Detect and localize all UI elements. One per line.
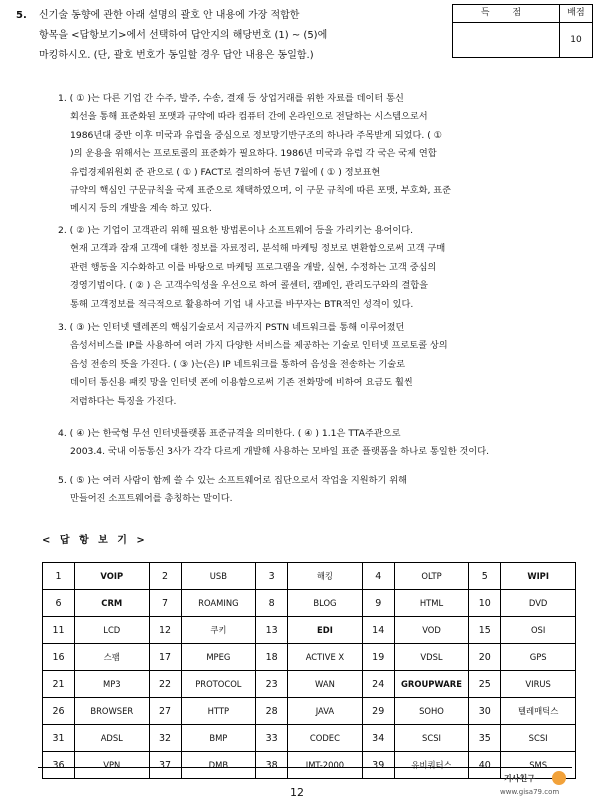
- option-number: 31: [43, 725, 75, 752]
- score-label: 득 점: [453, 5, 560, 23]
- option-term: SCSI: [501, 725, 576, 752]
- option-number: 20: [469, 644, 501, 671]
- option-number: 30: [469, 698, 501, 725]
- paragraph-line: 유럽경제위원회 준 관으로 ( ① ) FACT로 결의하여 동년 7월에 ( ① ) 정보표현: [70, 166, 381, 178]
- option-number: 6: [43, 590, 75, 617]
- option-number: 1: [43, 563, 75, 590]
- option-term: GPS: [501, 644, 576, 671]
- option-term: VDSL: [394, 644, 469, 671]
- option-number: 21: [43, 671, 75, 698]
- option-number: 22: [149, 671, 181, 698]
- option-term: 스팸: [74, 644, 149, 671]
- logo-mark-icon: [552, 771, 566, 785]
- paragraph-5: [58, 472, 578, 509]
- question-number: 5.: [16, 10, 27, 21]
- option-number: 35: [469, 725, 501, 752]
- option-number: 23: [256, 671, 288, 698]
- option-number: 18: [256, 644, 288, 671]
- logo-url: www.gisa79.com: [500, 788, 560, 796]
- paragraph-line: 저렴하다는 특징을 가진다.: [70, 395, 177, 407]
- option-term: HTTP: [181, 698, 256, 725]
- paragraph-line: 1986년대 중반 이후 미국과 유럽을 중심으로 정보망기반구조의 하나라 주목받게 되었다. ( ①: [70, 129, 443, 141]
- paragraph-1: [58, 90, 578, 219]
- paragraph-line: 2. ( ② )는 기업이 고객관리 위해 필요한 방법론이나 소프트웨어 등을 가리키는 용어이다.: [58, 225, 414, 236]
- option-number: 34: [362, 725, 394, 752]
- option-term: ADSL: [74, 725, 149, 752]
- option-term: OSI: [501, 617, 576, 644]
- paragraph-line: )의 운용을 위해서는 프로토콜의 표준화가 필요하다. 1986년 미국과 유럽 각 국은 국제 연합: [70, 148, 437, 160]
- option-number: 15: [469, 617, 501, 644]
- question-line: 신기술 동향에 관한 아래 설명의 괄호 안 내용에 가장 적합한: [39, 10, 300, 21]
- option-number: 29: [362, 698, 394, 725]
- paragraph-line: 만들어진 소프트웨어를 총칭하는 말이다.: [70, 493, 233, 505]
- option-term: IMT-2000: [288, 752, 363, 779]
- paragraph-line: 음성서비스를 IP를 사용하여 여러 가지 다양한 서비스를 제공하는 기술로 인터넷 프로토콜 상의: [70, 340, 448, 352]
- paragraph-4: [58, 425, 578, 462]
- option-term: DMB: [181, 752, 256, 779]
- option-term: GROUPWARE: [394, 671, 469, 698]
- option-term: JAVA: [288, 698, 363, 725]
- option-number: 33: [256, 725, 288, 752]
- option-term: DVD: [501, 590, 576, 617]
- paragraph-line: 2003.4. 국내 이동통신 3사가 각각 다르게 개발해 사용하는 모바일 표준 플랫폼을 하나로 통일한 것이다.: [70, 446, 490, 458]
- option-term: BLOG: [288, 590, 363, 617]
- option-number: 8: [256, 590, 288, 617]
- paragraph-line: 5. ( ⑤ )는 여러 사람이 함께 쓸 수 있는 소프트웨어로 집단으로서 작업을 지원하기 위해: [58, 475, 408, 486]
- option-number: 2: [149, 563, 181, 590]
- page-number: 12: [290, 786, 304, 799]
- option-number: 3: [256, 563, 288, 590]
- option-number: 7: [149, 590, 181, 617]
- paragraph-line: 음성 전송의 뜻을 가진다. ( ③ )는(은) IP 네트워크를 통하여 음성을 전송하는 기술로: [70, 358, 406, 370]
- paragraph-line: 현재 고객과 잠재 고객에 대한 정보를 자료정리, 분석해 마케팅 정보로 변환함으로써 고객 구매: [70, 243, 446, 255]
- option-term: BMP: [181, 725, 256, 752]
- option-number: 10: [469, 590, 501, 617]
- paragraph-line: 회선을 통해 표준화된 포맷과 규약에 따라 컴퓨터 간에 온라인으로 전달하는 시스템으로서: [70, 111, 428, 123]
- option-term: OLTP: [394, 563, 469, 590]
- option-number: 40: [469, 752, 501, 779]
- option-number: 11: [43, 617, 75, 644]
- points-label: 배점: [560, 5, 592, 23]
- option-term: EDI: [288, 617, 363, 644]
- answer-row: [43, 671, 576, 698]
- option-term: 해킹: [288, 563, 363, 590]
- option-term: VOIP: [74, 563, 149, 590]
- option-term: WIPI: [501, 563, 576, 590]
- option-term: HTML: [394, 590, 469, 617]
- option-term: USB: [181, 563, 256, 590]
- option-term: MPEG: [181, 644, 256, 671]
- paragraph-line: 관련 행동을 지수화하고 이를 바탕으로 마케팅 프로그램을 개발, 실현, 수정하는 고객 중심의: [70, 261, 437, 273]
- option-term: 텔레매틱스: [501, 698, 576, 725]
- option-term: CODEC: [288, 725, 363, 752]
- option-number: 24: [362, 671, 394, 698]
- question-text: [39, 6, 439, 66]
- site-logo: [498, 771, 578, 799]
- option-number: 28: [256, 698, 288, 725]
- question-line: 항목을 <답항보기>에서 선택하여 답안지의 해당번호 (1) ~ (5)에: [39, 30, 328, 41]
- paragraph-line: 통해 고객정보를 적극적으로 활용하여 기업 내 사고를 바꾸자는 BTR적인 성격이 있다.: [70, 298, 414, 310]
- option-number: 39: [362, 752, 394, 779]
- option-term: 쿠키: [181, 617, 256, 644]
- option-number: 4: [362, 563, 394, 590]
- option-term: 유비쿼터스: [394, 752, 469, 779]
- option-term: ROAMING: [181, 590, 256, 617]
- answer-section-title: < 답 항 보 기 >: [42, 535, 148, 546]
- option-number: 5: [469, 563, 501, 590]
- score-box: [452, 4, 593, 58]
- option-number: 14: [362, 617, 394, 644]
- answer-row: [43, 725, 576, 752]
- answer-row: [43, 563, 576, 590]
- question-line: 마킹하시오. (단, 괄호 번호가 동일할 경우 답안 내용은 동일함.): [39, 50, 314, 61]
- answer-row: [43, 590, 576, 617]
- option-term: CRM: [74, 590, 149, 617]
- option-number: 27: [149, 698, 181, 725]
- answer-row: [43, 644, 576, 671]
- option-number: 32: [149, 725, 181, 752]
- option-term: BROWSER: [74, 698, 149, 725]
- option-number: 9: [362, 590, 394, 617]
- answer-table: [42, 562, 576, 779]
- option-term: SOHO: [394, 698, 469, 725]
- option-term: VIRUS: [501, 671, 576, 698]
- paragraph-line: 3. ( ③ )는 인터넷 텔레폰의 핵심기술로서 지금까지 PSTN 네트워크를 통해 이루어졌던: [58, 322, 405, 333]
- option-number: 36: [43, 752, 75, 779]
- option-number: 37: [149, 752, 181, 779]
- option-number: 25: [469, 671, 501, 698]
- answer-row: [43, 752, 576, 779]
- paragraph-line: 규약의 핵심인 구문규칙을 국제 표준으로 채택하였으며, 이 구문 규칙에 따른 포맷, 부호화, 표준: [70, 185, 452, 197]
- option-term: ACTIVE X: [288, 644, 363, 671]
- option-term: WAN: [288, 671, 363, 698]
- logo-text: 기사친구: [504, 774, 535, 783]
- option-term: MP3: [74, 671, 149, 698]
- paragraph-3: [58, 319, 578, 411]
- option-term: VPN: [74, 752, 149, 779]
- points-value: 10: [570, 35, 582, 45]
- option-number: 16: [43, 644, 75, 671]
- answer-row: [43, 698, 576, 725]
- option-term: VOD: [394, 617, 469, 644]
- option-number: 12: [149, 617, 181, 644]
- option-term: SMS: [501, 752, 576, 779]
- score-field[interactable]: [453, 23, 560, 57]
- paragraph-line: 데이터 통신용 패킷 망을 인터넷 폰에 이용함으로써 기존 전화망에 비하여 요금도 훨씬: [70, 377, 413, 389]
- paragraph-line: 4. ( ④ )는 한국형 무선 인터넷플랫폼 표준규격을 의미한다. ( ④ ) 1.1은 TTA주관으로: [58, 428, 401, 439]
- paragraph-line: 메시지 등의 개발을 계속 하고 있다.: [70, 203, 212, 215]
- option-number: 38: [256, 752, 288, 779]
- option-term: LCD: [74, 617, 149, 644]
- option-term: PROTOCOL: [181, 671, 256, 698]
- option-number: 13: [256, 617, 288, 644]
- option-number: 17: [149, 644, 181, 671]
- answer-row: [43, 617, 576, 644]
- option-number: 26: [43, 698, 75, 725]
- option-number: 19: [362, 644, 394, 671]
- option-term: SCSI: [394, 725, 469, 752]
- paragraph-line: 1. ( ① )는 다른 기업 간 수주, 발주, 수송, 결재 등 상업거래를 위한 자료를 데이터 통신: [58, 93, 404, 104]
- paragraph-2: [58, 222, 578, 314]
- paragraph-line: 경영기법이다. ( ② ) 은 고객수익성을 우선으로 하여 콜센터, 캠페인, 관리도구와의 결합을: [70, 280, 429, 292]
- footer-divider: [38, 767, 572, 768]
